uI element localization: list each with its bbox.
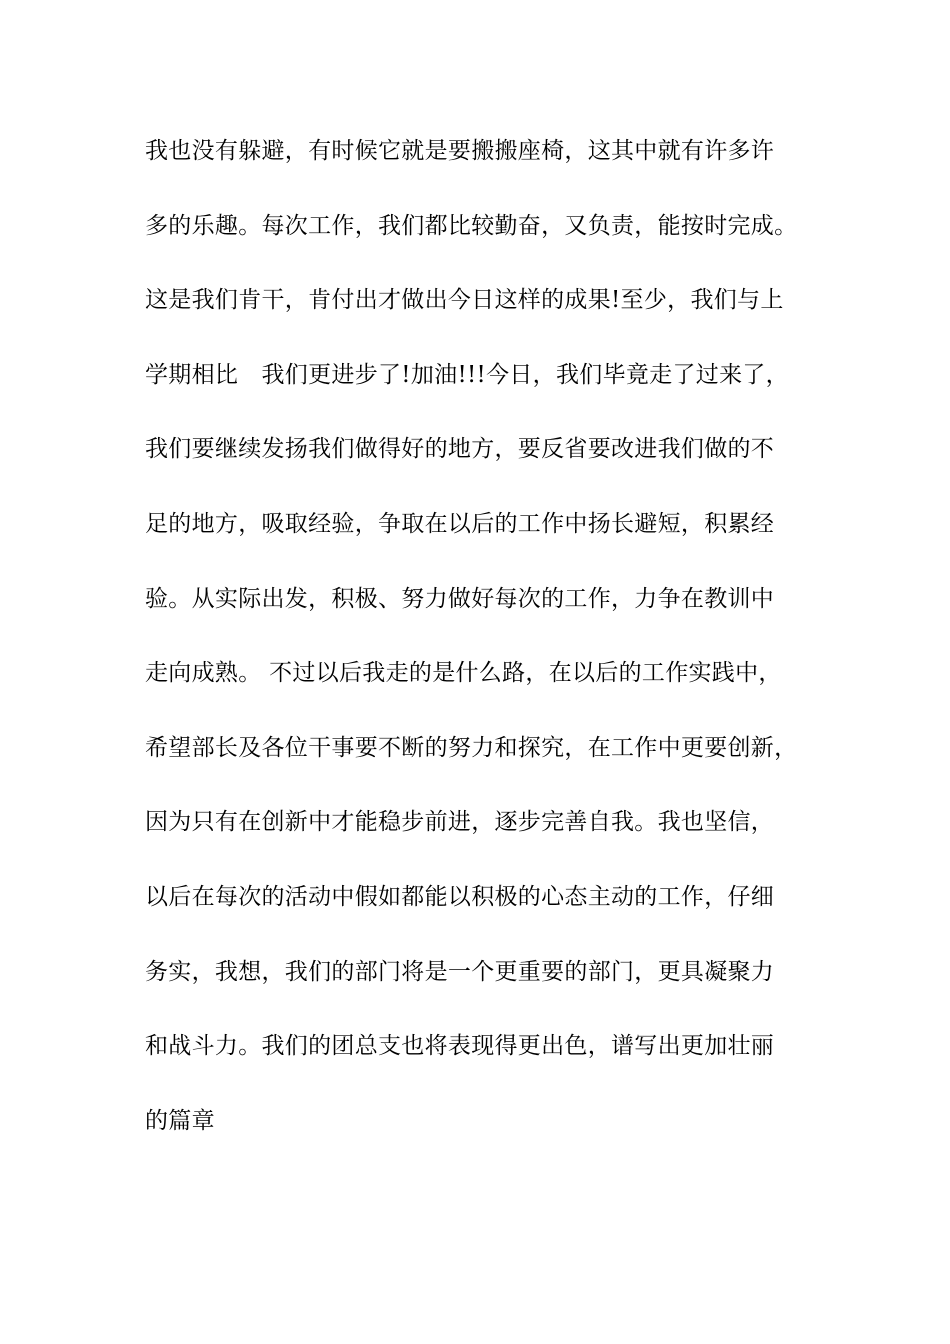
text-line: 因为只有在创新中才能稳步前进，逐步完善自我。我也坚信， bbox=[145, 809, 775, 836]
text-line: 的篇章 bbox=[145, 1107, 215, 1134]
text-line: 和战斗力。我们的团总支也将表现得更出色，谱写出更加壮丽 bbox=[145, 1033, 775, 1060]
text-line: 以后在每次的活动中假如都能以积极的心态主动的工作，仔细 bbox=[145, 883, 775, 910]
text-line: 多的乐趣。每次工作，我们都比较勤奋，又负责，能按时完成。 bbox=[145, 212, 798, 239]
text-line: 务实，我想，我们的部门将是一个更重要的部门，更具凝聚力 bbox=[145, 958, 775, 985]
text-line: 走向成熟。 不过以后我走的是什么路，在以后的工作实践中， bbox=[145, 660, 782, 687]
text-line: 我也没有躲避，有时候它就是要搬搬座椅，这其中就有许多许 bbox=[145, 138, 775, 164]
body-text bbox=[145, 128, 845, 1172]
text-line: 这是我们肯干，肯付出才做出今日这样的成果!至少，我们与上 bbox=[145, 287, 784, 314]
text-line: 足的地方，吸取经验，争取在以后的工作中扬长避短，积累经 bbox=[145, 510, 775, 537]
text-line: 希望部长及各位干事要不断的努力和探究，在工作中更要创新， bbox=[145, 734, 798, 761]
text-line: 学期相比 我们更进步了!加油!!!今日，我们毕竟走了过来了， bbox=[145, 361, 789, 388]
text-line: 我们要继续发扬我们做得好的地方，要反省要改进我们做的不 bbox=[145, 436, 775, 463]
text-line: 验。从实际出发，积极、努力做好每次的工作，力争在教训中 bbox=[145, 585, 775, 612]
